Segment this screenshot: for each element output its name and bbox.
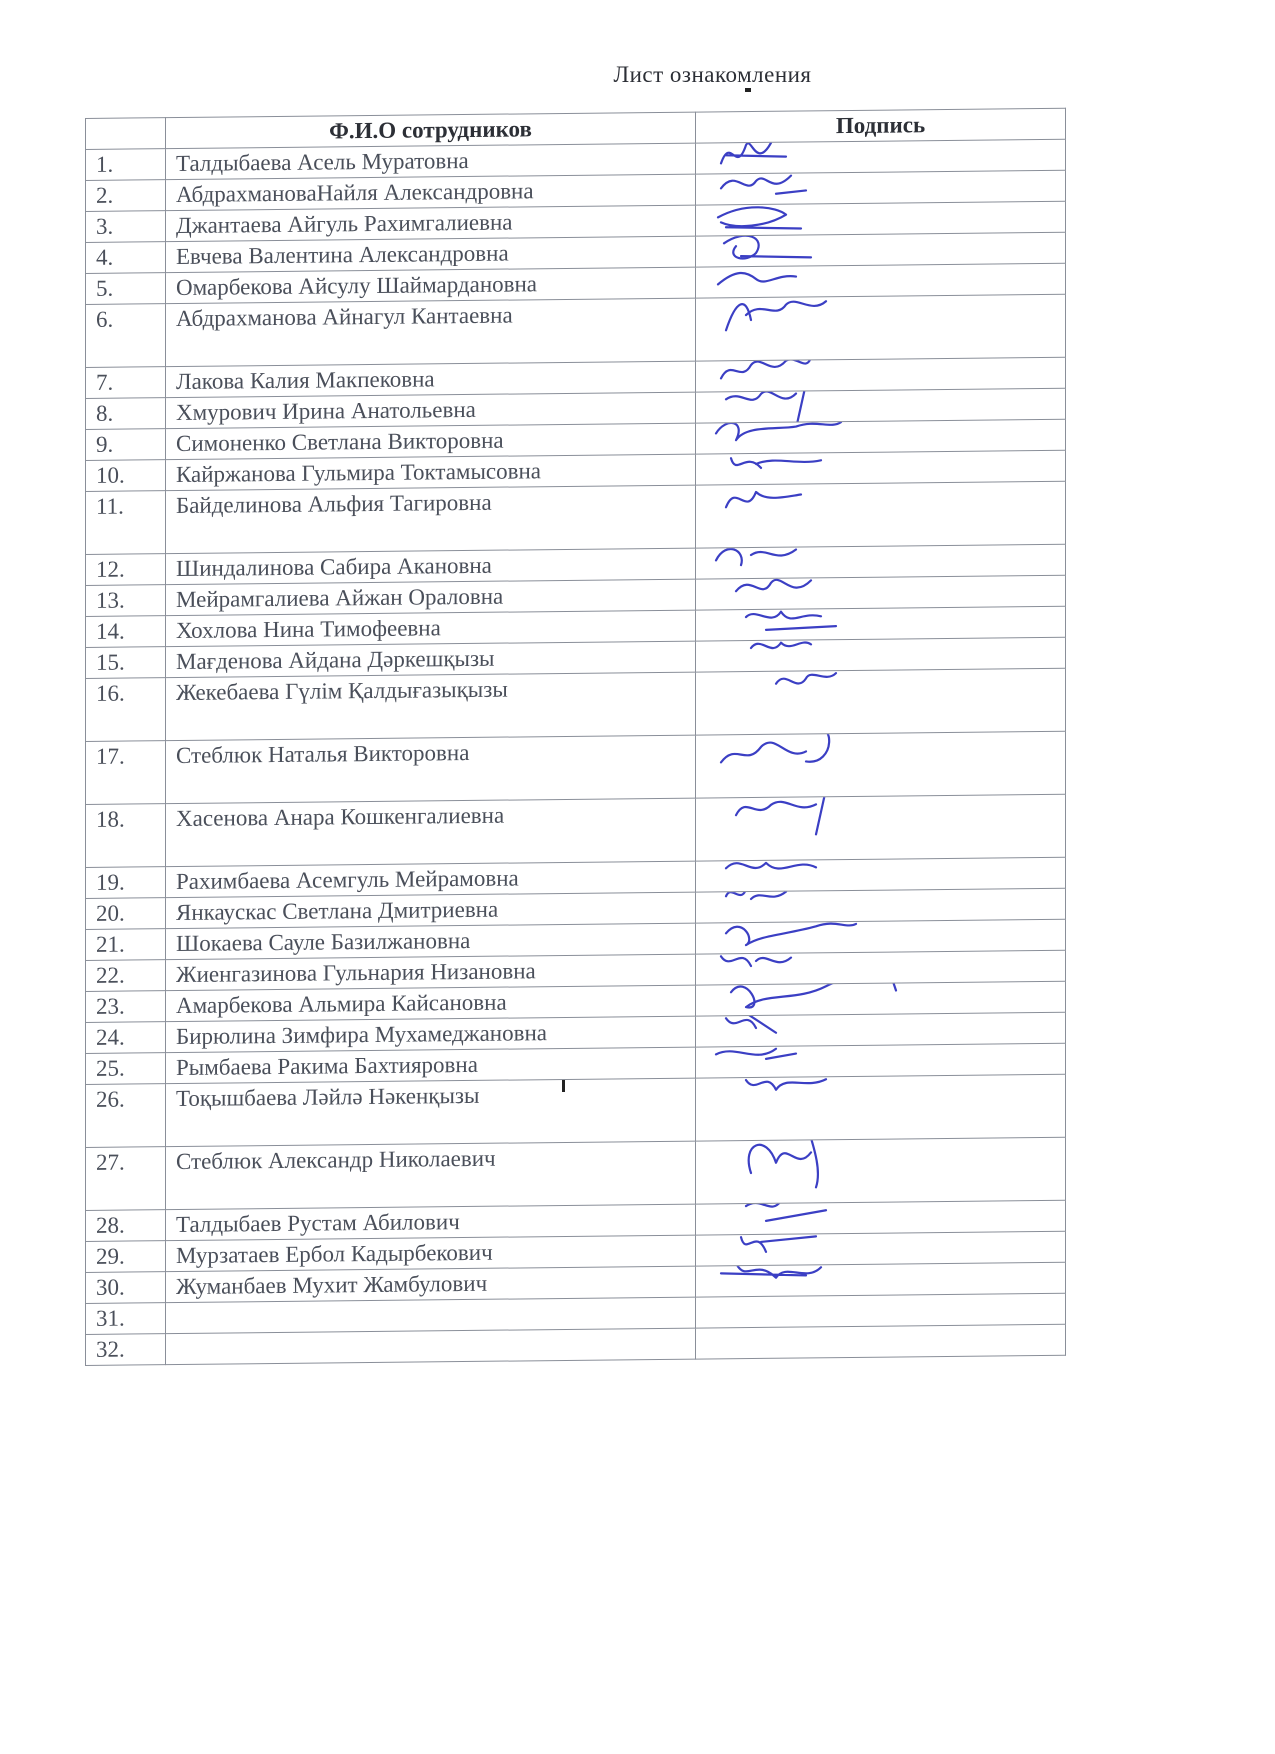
signature-cell xyxy=(696,1200,1066,1235)
handwritten-signature xyxy=(716,357,916,392)
row-number: 19. xyxy=(86,867,166,899)
row-number: 6. xyxy=(86,304,166,368)
employee-name: Евчева Валентина Александровна xyxy=(166,236,696,273)
employee-name: Лакова Калия Макпековна xyxy=(166,361,696,398)
row-number: 17. xyxy=(86,741,166,805)
handwritten-signature xyxy=(716,544,916,579)
employee-name: Шокаева Сауле Базилжановна xyxy=(166,923,696,960)
handwritten-signature xyxy=(716,919,916,954)
row-number: 1. xyxy=(86,149,166,181)
handwritten-signature xyxy=(716,950,916,985)
signature-cell xyxy=(696,170,1066,205)
row-number: 31. xyxy=(86,1303,166,1335)
row-number: 20. xyxy=(86,898,166,930)
signature-cell xyxy=(696,1293,1066,1328)
row-number: 32. xyxy=(86,1334,166,1366)
signature-cell xyxy=(696,950,1066,985)
row-number: 15. xyxy=(86,647,166,679)
employee-name: Мағденова Айдана Дәркешқызы xyxy=(166,641,696,678)
employee-name: Хасенова Анара Кошкенгалиевна xyxy=(166,798,696,867)
employee-name: Бирюлина Зимфира Мухамеджановна xyxy=(166,1016,696,1053)
table-row xyxy=(86,668,1066,741)
signature-cell xyxy=(696,794,1066,861)
row-number: 7. xyxy=(86,367,166,399)
employee-name: Талдыбаев Рустам Абилович xyxy=(166,1204,696,1241)
signature-cell xyxy=(696,575,1066,610)
handwritten-signature xyxy=(716,668,916,724)
handwritten-signature xyxy=(716,1074,916,1130)
employee-name: Стеблюк Александр Николаевич xyxy=(166,1141,696,1210)
handwritten-signature xyxy=(716,232,916,267)
handwritten-signature xyxy=(716,575,916,610)
row-number: 12. xyxy=(86,554,166,586)
signature-cell xyxy=(696,1012,1066,1047)
row-number: 24. xyxy=(86,1022,166,1054)
handwritten-signature xyxy=(716,981,916,1016)
employee-name: Мейрамгалиева Айжан Ораловна xyxy=(166,579,696,616)
handwritten-signature xyxy=(716,731,916,787)
row-number: 8. xyxy=(86,398,166,430)
handwritten-signature xyxy=(716,1012,916,1047)
signature-cell xyxy=(696,201,1066,236)
handwritten-signature xyxy=(716,1043,916,1078)
employee-name: Жуманбаев Мухит Жамбулович xyxy=(166,1266,696,1303)
signature-cell xyxy=(696,919,1066,954)
employee-name: Хмурович Ирина Анатольевна xyxy=(166,392,696,429)
employee-name: Мурзатаев Ербол Кадырбекович xyxy=(166,1235,696,1272)
employee-name: Янкаускас Светлана Дмитриевна xyxy=(166,892,696,929)
signature-cell xyxy=(696,232,1066,267)
handwritten-signature xyxy=(716,1137,916,1193)
handwritten-signature xyxy=(716,1200,916,1235)
row-number: 26. xyxy=(86,1084,166,1148)
employee-name: Абдрахманова Айнагул Кантаевна xyxy=(166,298,696,367)
handwritten-signature xyxy=(716,294,916,350)
handwritten-signature xyxy=(716,388,916,423)
signature-cell xyxy=(696,1324,1066,1359)
signature-cell xyxy=(696,888,1066,923)
handwritten-signature xyxy=(716,794,916,850)
row-number: 4. xyxy=(86,242,166,274)
signature-cell xyxy=(696,544,1066,579)
employee-name: Талдыбаева Асель Муратовна xyxy=(166,143,696,180)
row-number: 14. xyxy=(86,616,166,648)
handwritten-signature xyxy=(716,170,916,205)
signature-cell xyxy=(696,139,1066,174)
row-number: 13. xyxy=(86,585,166,617)
employee-name: Стеблюк Наталья Викторовна xyxy=(166,735,696,804)
employee-name: Джантаева Айгуль Рахимгалиевна xyxy=(166,205,696,242)
signature-cell xyxy=(696,857,1066,892)
row-number: 23. xyxy=(86,991,166,1023)
table-row xyxy=(86,481,1066,554)
signature-cell xyxy=(696,357,1066,392)
row-number: 5. xyxy=(86,273,166,305)
signature-cell xyxy=(696,731,1066,798)
handwritten-signature xyxy=(716,201,916,236)
employee-name: Хохлова Нина Тимофеевна xyxy=(166,610,696,647)
signature-cell xyxy=(696,1231,1066,1266)
page-title: Лист ознакомления xyxy=(613,62,812,87)
signature-cell xyxy=(696,1137,1066,1204)
signature-cell xyxy=(696,1262,1066,1297)
employee-name: Симоненко Светлана Викторовна xyxy=(166,423,696,460)
row-number: 30. xyxy=(86,1272,166,1304)
acknowledgement-sheet xyxy=(85,108,1066,1366)
row-number: 3. xyxy=(86,211,166,243)
handwritten-signature xyxy=(716,637,916,672)
handwritten-signature xyxy=(716,606,916,641)
header-number xyxy=(86,118,166,150)
signature-cell xyxy=(696,1074,1066,1141)
employee-name: Жекебаева Гүлім Қалдығазықызы xyxy=(166,672,696,741)
handwritten-signature xyxy=(716,888,916,923)
handwritten-signature xyxy=(716,450,916,485)
employee-name: Рымбаева Ракима Бахтияровна xyxy=(166,1047,696,1084)
signature-cell xyxy=(696,419,1066,454)
row-number: 28. xyxy=(86,1210,166,1242)
table-row xyxy=(86,1137,1066,1210)
signature-cell xyxy=(696,637,1066,672)
handwritten-signature xyxy=(716,419,916,454)
employee-name: Рахимбаева Асемгуль Мейрамовна xyxy=(166,861,696,898)
header-signature: Подпись xyxy=(696,108,1066,143)
employee-name: Тоқышбаева Ләйлә Нәкенқызы xyxy=(166,1078,696,1147)
row-number: 18. xyxy=(86,804,166,868)
employee-name xyxy=(166,1328,696,1365)
scan-speck xyxy=(745,88,751,92)
table-row xyxy=(86,794,1066,867)
employee-name: Шиндалинова Сабира Акановна xyxy=(166,548,696,585)
signature-cell xyxy=(696,1043,1066,1078)
table-row xyxy=(86,731,1066,804)
signature-cell xyxy=(696,668,1066,735)
row-number: 25. xyxy=(86,1053,166,1085)
employee-name: Жиенгазинова Гульнария Низановна xyxy=(166,954,696,991)
header-full-name: Ф.И.О сотрудников xyxy=(166,112,696,149)
handwritten-signature xyxy=(716,1231,916,1266)
scan-speck xyxy=(562,1080,565,1092)
row-number: 29. xyxy=(86,1241,166,1273)
row-number: 10. xyxy=(86,460,166,492)
table-row xyxy=(86,1074,1066,1147)
row-number: 21. xyxy=(86,929,166,961)
handwritten-signature xyxy=(716,263,916,298)
signature-cell xyxy=(696,606,1066,641)
employee-name: Байделинова Альфия Тагировна xyxy=(166,485,696,554)
row-number: 11. xyxy=(86,491,166,555)
signature-cell xyxy=(696,263,1066,298)
handwritten-signature xyxy=(716,481,916,537)
handwritten-signature xyxy=(716,857,916,892)
handwritten-signature xyxy=(716,1262,916,1297)
row-number: 9. xyxy=(86,429,166,461)
employee-name: АбдрахмановаНайля Александровна xyxy=(166,174,696,211)
employee-name: Кайржанова Гульмира Токтамысовна xyxy=(166,454,696,491)
row-number: 22. xyxy=(86,960,166,992)
row-number: 2. xyxy=(86,180,166,212)
employee-name: Омарбекова Айсулу Шаймардановна xyxy=(166,267,696,304)
row-number: 27. xyxy=(86,1147,166,1211)
signature-cell xyxy=(696,481,1066,548)
signature-cell xyxy=(696,450,1066,485)
row-number: 16. xyxy=(86,678,166,742)
staff-table xyxy=(85,108,1066,1366)
handwritten-signature xyxy=(716,139,916,174)
signature-cell xyxy=(696,981,1066,1016)
signature-cell xyxy=(696,294,1066,361)
signature-cell xyxy=(696,388,1066,423)
employee-name: Амарбекова Альмира Кайсановна xyxy=(166,985,696,1022)
table-row xyxy=(86,294,1066,367)
table-body xyxy=(86,139,1066,1365)
